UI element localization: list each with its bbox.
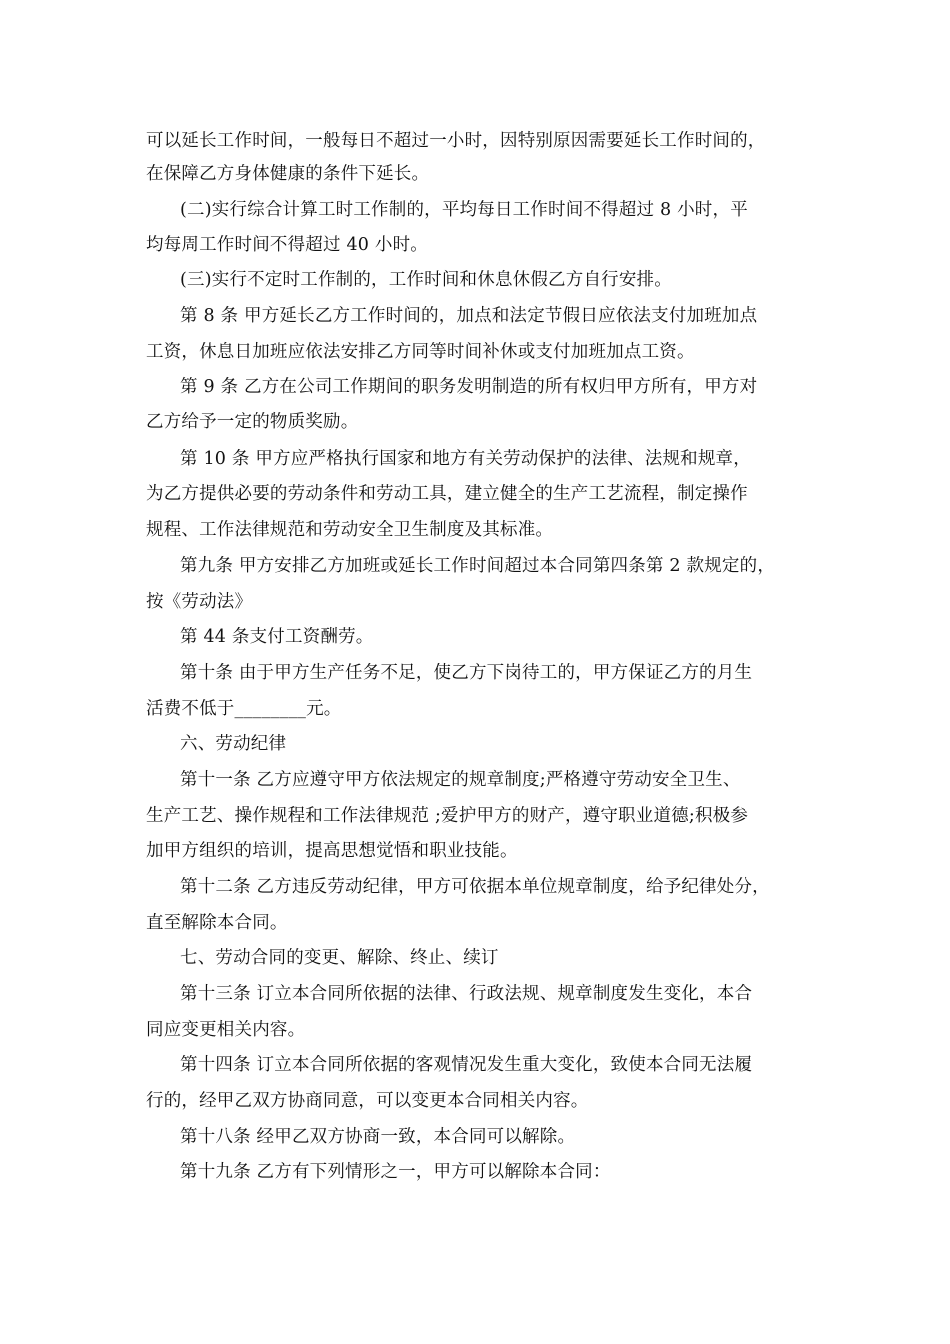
text-line: 行的，经甲乙双方协商同意，可以变更本合同相关内容。 (146, 1091, 589, 1111)
text-line: 直至解除本合同。 (146, 913, 288, 933)
text-line: 第九条 甲方安排乙方加班或延长工作时间超过本合同第四条第 2 款规定的， (180, 556, 776, 576)
text-line: 第十一条 乙方应遵守甲方依法规定的规章制度;严格遵守劳动安全卫生、 (180, 770, 741, 790)
text-line: 第十九条 乙方有下列情形之一，甲方可以解除本合同： (180, 1162, 611, 1182)
text-line: 按《劳动法》 (146, 592, 253, 612)
text-line: 可以延长工作时间，一般每日不超过一小时，因特别原因需要延长工作时间的， (146, 131, 766, 151)
text-line: 第十条 由于甲方生产任务不足，使乙方下岗待工的，甲方保证乙方的月生 (180, 663, 753, 683)
text-line: 在保障乙方身体健康的条件下延长。 (146, 164, 430, 184)
section-heading: 六、劳动纪律 (180, 734, 287, 754)
text-line: 第十二条 乙方违反劳动纪律，甲方可依据本单位规章制度，给予纪律处分， (180, 877, 770, 897)
text-line: 第 44 条支付工资酬劳。 (180, 627, 374, 647)
section-heading: 七、劳动合同的变更、解除、终止、续订 (180, 948, 499, 968)
text-line: 均每周工作时间不得超过 40 小时。 (146, 235, 428, 255)
text-line: 同应变更相关内容。 (146, 1020, 306, 1040)
text-line: 为乙方提供必要的劳动条件和劳动工具，建立健全的生产工艺流程，制定操作 (146, 484, 748, 504)
text-line: (二)实行综合计算工时工作制的，平均每日工作时间不得超过 8 小时，平 (180, 200, 748, 220)
text-line: 第 9 条 乙方在公司工作期间的职务发明制造的所有权归甲方所有，甲方对 (180, 377, 758, 397)
text-line: (三)实行不定时工作制的，工作时间和休息休假乙方自行安排。 (180, 270, 672, 290)
text-line: 生产工艺、操作规程和工作法律规范 ;爱护甲方的财产，遵守职业道德;积极参 (146, 806, 749, 826)
text-line: 第十四条 订立本合同所依据的客观情况发生重大变化，致使本合同无法履 (180, 1055, 753, 1075)
text-line: 第 10 条 甲方应严格执行国家和地方有关劳动保护的法律、法规和规章， (180, 449, 751, 469)
text-line: 活费不低于________元。 (146, 699, 342, 719)
text-line: 第十三条 订立本合同所依据的法律、行政法规、规章制度发生变化，本合 (180, 984, 753, 1004)
text-line: 规程、工作法律规范和劳动安全卫生制度及其标准。 (146, 520, 554, 540)
text-line: 工资，休息日加班应依法安排乙方同等时间补休或支付加班加点工资。 (146, 342, 695, 362)
text-line: 第 8 条 甲方延长乙方工作时间的，加点和法定节假日应依法支付加班加点 (180, 306, 758, 326)
text-line: 第十八条 经甲乙双方协商一致，本合同可以解除。 (180, 1127, 576, 1147)
text-line: 乙方给予一定的物质奖励。 (146, 412, 359, 432)
text-line: 加甲方组织的培训，提高思想觉悟和职业技能。 (146, 841, 518, 861)
